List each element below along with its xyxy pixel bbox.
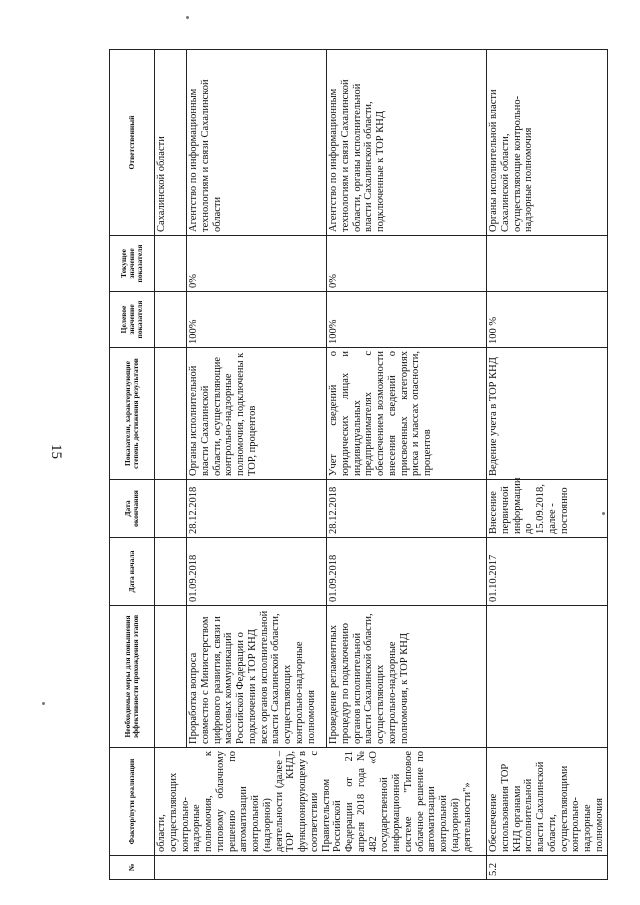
cell-start <box>155 538 187 606</box>
header-factor: Фактор/пути реализации <box>110 748 155 856</box>
header-row <box>110 50 155 880</box>
scan-dot <box>602 512 605 515</box>
header-target: Целевое значение показателя <box>110 292 155 348</box>
cell-factor: Обеспечение использования ТОР КНД органами исполнительной власти Сахалинской области, осуществляющими контрольно-надзорные полномочия <box>487 748 608 856</box>
table-row <box>487 50 608 880</box>
table-row <box>155 50 187 880</box>
cell-end: 28.12.2018 <box>327 480 487 538</box>
header-responsible: Ответственный <box>110 50 155 236</box>
cell-num: 5.2 <box>487 856 608 880</box>
header-num: № <box>110 856 155 880</box>
header-start: Дата начала <box>110 538 155 606</box>
cell-end: 28.12.2018 <box>187 480 327 538</box>
cell-start: 01.09.2018 <box>327 538 487 606</box>
cell-end: Внесение первичной информации до 15.09.2018, далее - постоянно <box>487 480 608 538</box>
cell-current <box>155 236 187 292</box>
cell-target: 100 % <box>487 292 608 348</box>
cell-indicator: Ведение учета в ТОР КНД <box>487 348 608 480</box>
cell-start: 01.09.2018 <box>187 538 327 606</box>
cell-measures: Проработка вопроса совместно с Министерством цифрового развития, связи и массовых коммуникаций Российской Федерации о подключении к ТОР КНД всех органов исполнительной власти Сахалинской области, осуществляющих контрольно-надзорные полномочия <box>187 606 327 748</box>
page-number: 15 <box>48 444 64 459</box>
header-measures: Необходимые меры для повышения эффективности прохождения этапов <box>110 606 155 748</box>
cell-indicator: Учет сведений о юридических лицах и индивидуальных предпринимателях с обеспечением возможности внесения сведений о присвоенных категориях риска и классах опасности, процентов <box>327 348 487 480</box>
scan-dot <box>42 702 45 705</box>
cell-target: 100% <box>327 292 487 348</box>
cell-current <box>487 236 608 292</box>
rotated-table-wrapper <box>109 50 605 880</box>
scan-dot <box>186 16 189 19</box>
cell-factor: области, осуществляющих контрольно-надзорные полномочия, к типовому облачному решению по автоматизации контрольной (надзорной) деятельности (далее – ТОР КНД), функционирующему в соответствии с Правительством Российской Федерации от 21 апреля 2018 года № 482 «О государственной информационной системе "Типовое облачное решение по автоматизации контрольной (надзорной) деятельности"» <box>155 748 487 856</box>
cell-end <box>155 480 187 538</box>
cell-measures <box>155 606 187 748</box>
cell-start: 01.10.2017 <box>487 538 608 606</box>
measures-table <box>109 49 608 880</box>
cell-indicator <box>155 348 187 480</box>
cell-responsible: Сахалинской области <box>155 50 187 236</box>
cell-target <box>155 292 187 348</box>
cell-measures: Проведение регламентных процедур по подключению органов исполнительной власти Сахалинской области, осуществляющих контрольно-надзорные полномочия, к ТОР КНД <box>327 606 487 748</box>
header-indicator: Показатели, характеризующие степень достижения результатов <box>110 348 155 480</box>
header-current: Текущее значение показателя <box>110 236 155 292</box>
cell-indicator: Органы исполнительной власти Сахалинской области, осуществляющие контрольно-надзорные полномочия, подключены к ТОР, процентов <box>187 348 327 480</box>
cell-measures <box>487 606 608 748</box>
header-end: Дата окончания <box>110 480 155 538</box>
cell-responsible: Органы исполнительной власти Сахалинской области, осуществляющие контрольно-надзорные полномочия <box>487 50 608 236</box>
cell-current: 0% <box>187 236 327 292</box>
cell-responsible: Агентство по информационным технологиям и связи Сахалинской области, органы исполнительной власти Сахалинской области, подключенные к ТОР КНД <box>327 50 487 236</box>
cell-num <box>155 856 487 880</box>
cell-current: 0% <box>327 236 487 292</box>
cell-target: 100% <box>187 292 327 348</box>
cell-responsible: Агентство по информационным технологиям и связи Сахалинской области <box>187 50 327 236</box>
